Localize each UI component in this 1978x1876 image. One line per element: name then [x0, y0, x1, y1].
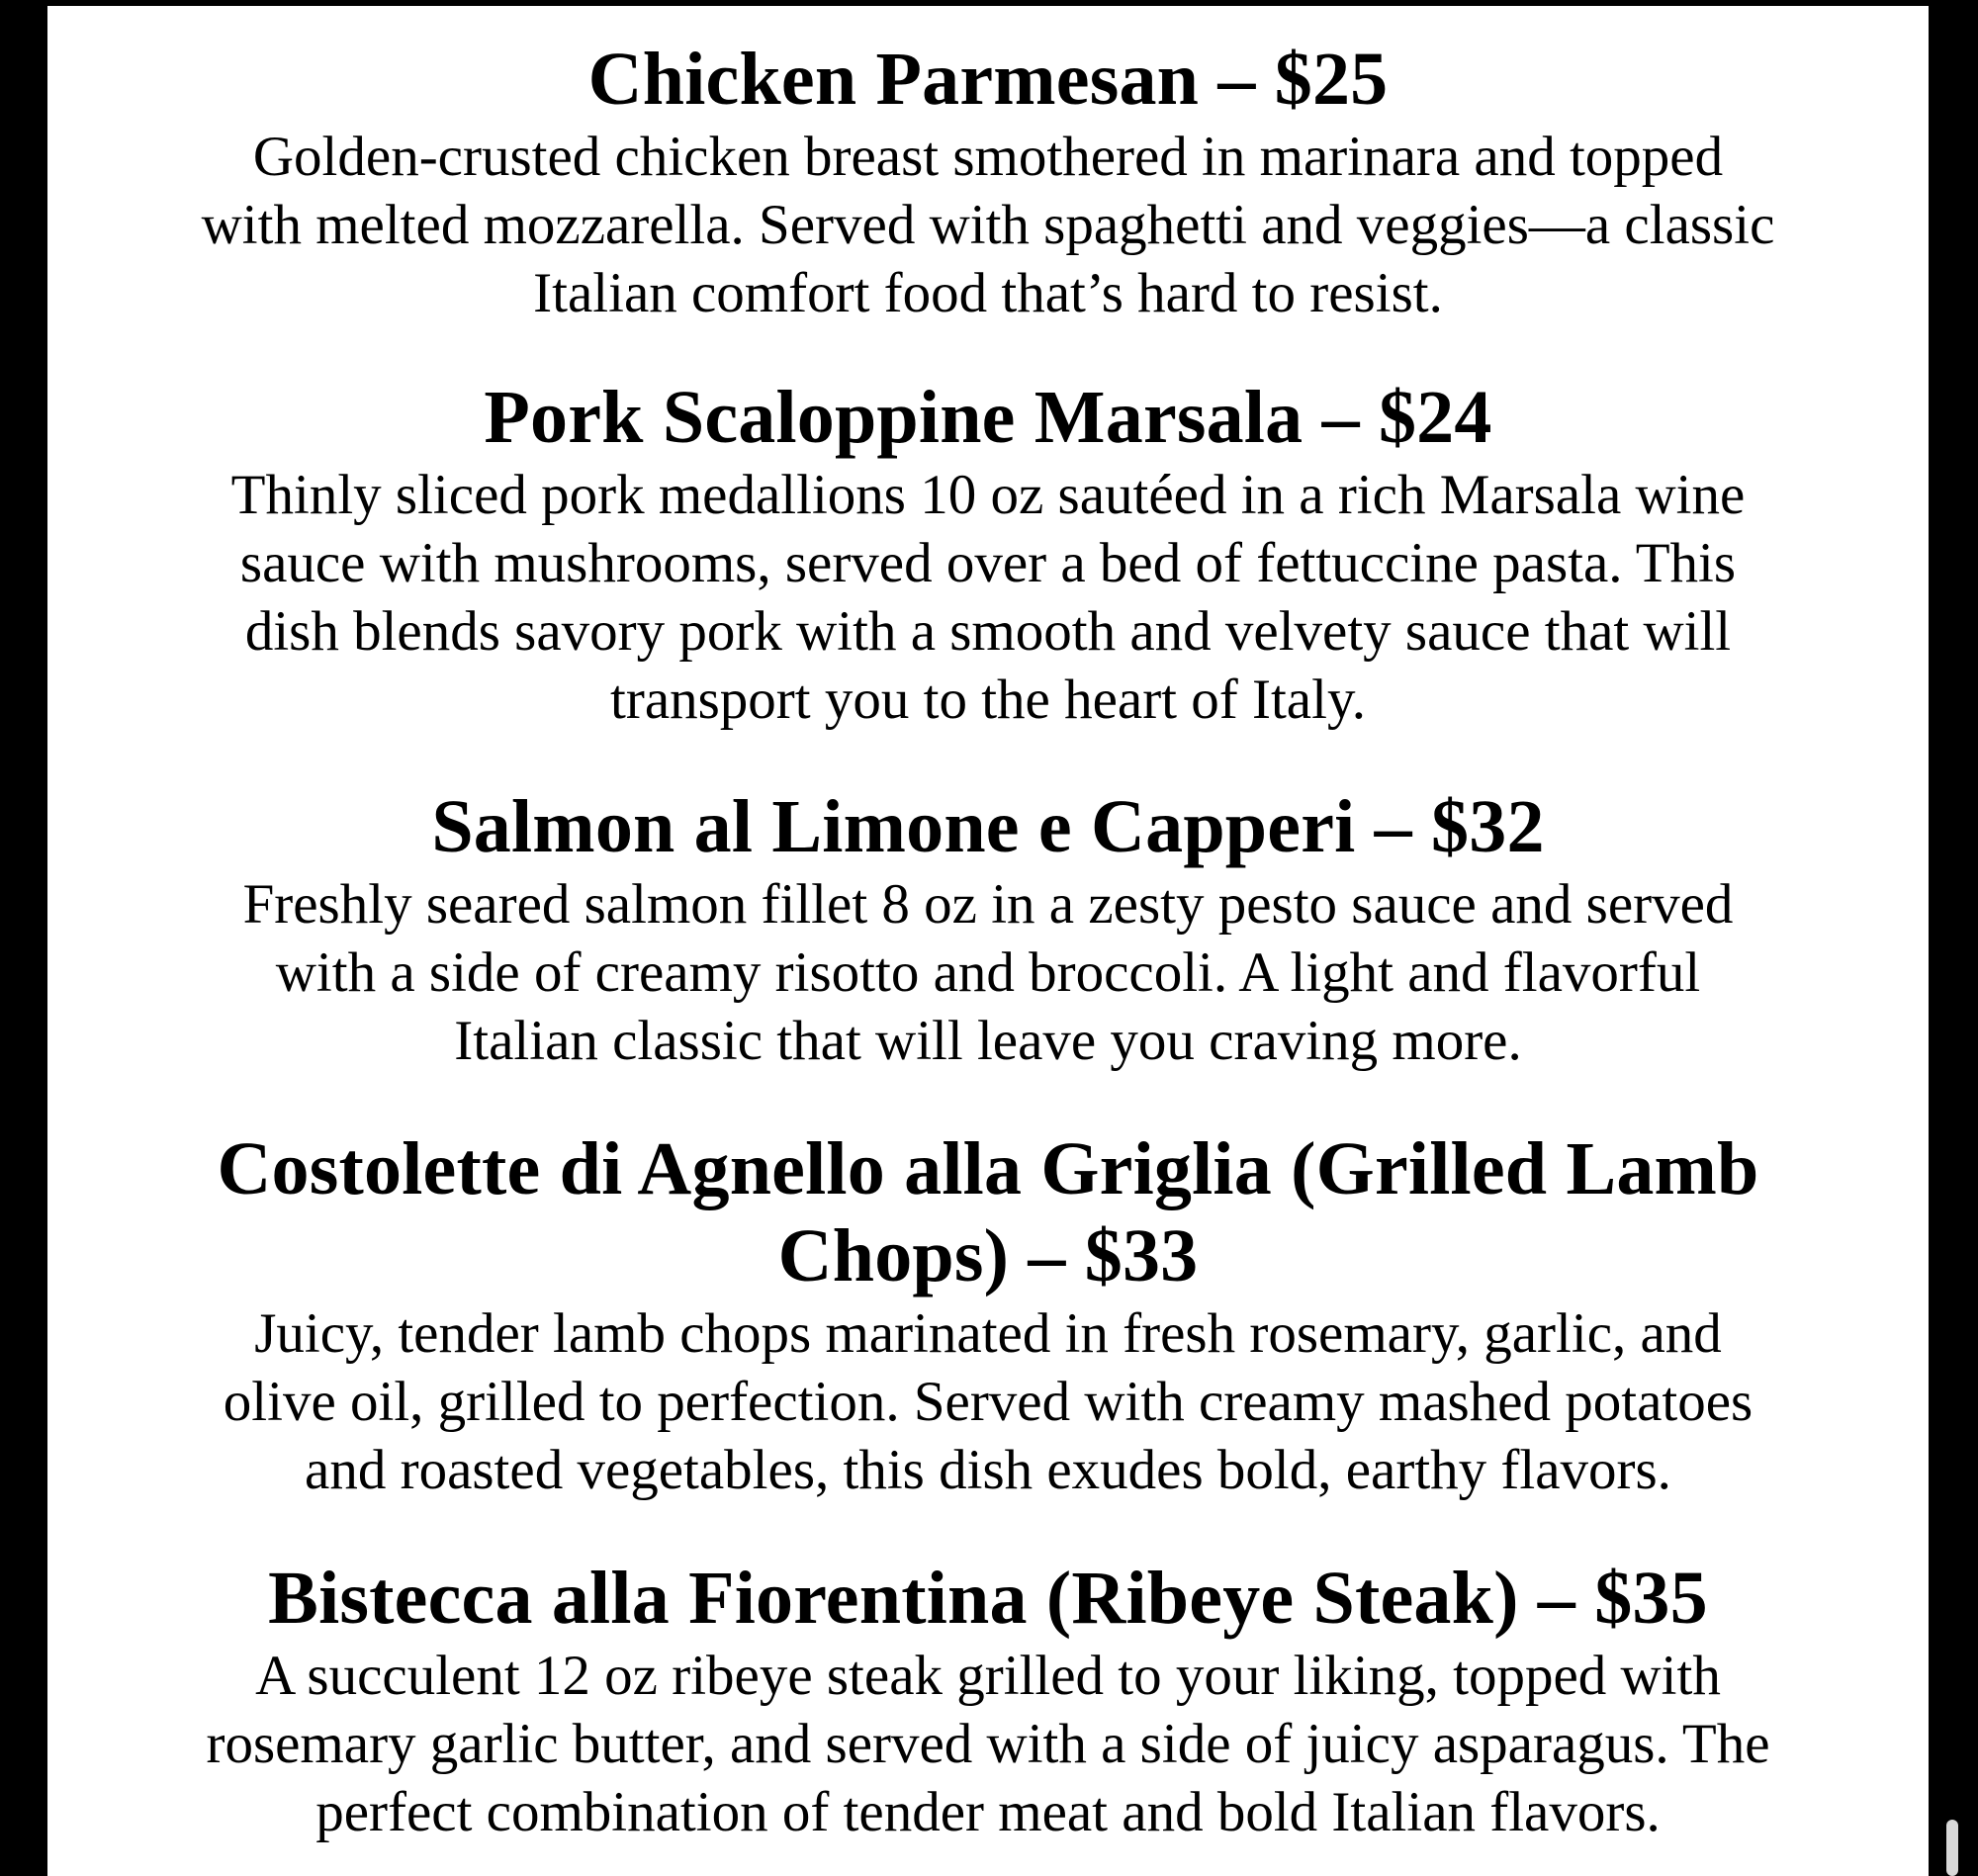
- menu-item-description: [157, 123, 1819, 327]
- menu-item-description: [157, 1299, 1819, 1504]
- description-line: Italian comfort food that’s hard to resist.: [533, 262, 1443, 324]
- menu-page[interactable]: [47, 6, 1929, 1876]
- description-line: Freshly seared salmon fillet 8 oz in a zesty pesto sauce and served: [242, 873, 1734, 936]
- title-line: Chops) – $33: [777, 1214, 1199, 1297]
- menu-item-chicken-parmesan: [47, 36, 1929, 327]
- menu-item-title: Salmon al Limone e Capperi – $32: [431, 785, 1545, 868]
- description-line: sauce with mushrooms, served over a bed of fettuccine pasta. This: [239, 532, 1737, 594]
- description-line: A succulent 12 oz ribeye steak grilled to your liking, topped with: [255, 1645, 1721, 1707]
- title-line: Costolette di Agnello alla Griglia (Grilled Lamb: [217, 1127, 1759, 1210]
- description-line: with a side of creamy risotto and broccoli. A light and flavorful: [275, 941, 1701, 1004]
- description-line: Golden-crusted chicken breast smothered in marinara and topped: [252, 126, 1724, 188]
- menu-item-lamb-chops: [47, 1125, 1929, 1504]
- menu-item-title: Chicken Parmesan – $25: [587, 38, 1389, 121]
- description-line: Italian classic that will leave you craving more.: [454, 1010, 1522, 1072]
- menu-item-description: [157, 461, 1819, 734]
- description-line: Juicy, tender lamb chops marinated in fresh rosemary, garlic, and: [254, 1302, 1722, 1365]
- menu-item-title: Pork Scaloppine Marsala – $24: [484, 376, 1492, 459]
- description-line: dish blends savory pork with a smooth and velvety sauce that will: [244, 600, 1732, 663]
- description-line: transport you to the heart of Italy.: [610, 669, 1366, 731]
- menu-item-salmon: [47, 783, 1929, 1075]
- menu-item-description: [157, 870, 1819, 1075]
- menu-item-description: [157, 1642, 1819, 1846]
- description-line: Thinly sliced pork medallions 10 oz sautéed in a rich Marsala wine: [230, 464, 1746, 526]
- description-line: and roasted vegetables, this dish exudes bold, earthy flavors.: [305, 1439, 1671, 1501]
- menu-item-title: [47, 1125, 1929, 1299]
- description-line: perfect combination of tender meat and bold Italian flavors.: [315, 1781, 1661, 1843]
- description-line: rosemary garlic butter, and served with a side of juicy asparagus. The: [206, 1713, 1770, 1775]
- scrollbar-thumb[interactable]: [1946, 1820, 1958, 1876]
- menu-item-ribeye-steak: [47, 1555, 1929, 1846]
- description-line: olive oil, grilled to perfection. Served with creamy mashed potatoes: [223, 1371, 1753, 1433]
- menu-item-pork-scaloppine: [47, 374, 1929, 734]
- description-line: with melted mozzarella. Served with spaghetti and veggies—a classic: [201, 194, 1775, 256]
- menu-item-title: Bistecca alla Fiorentina (Ribeye Steak) – $35: [268, 1557, 1708, 1640]
